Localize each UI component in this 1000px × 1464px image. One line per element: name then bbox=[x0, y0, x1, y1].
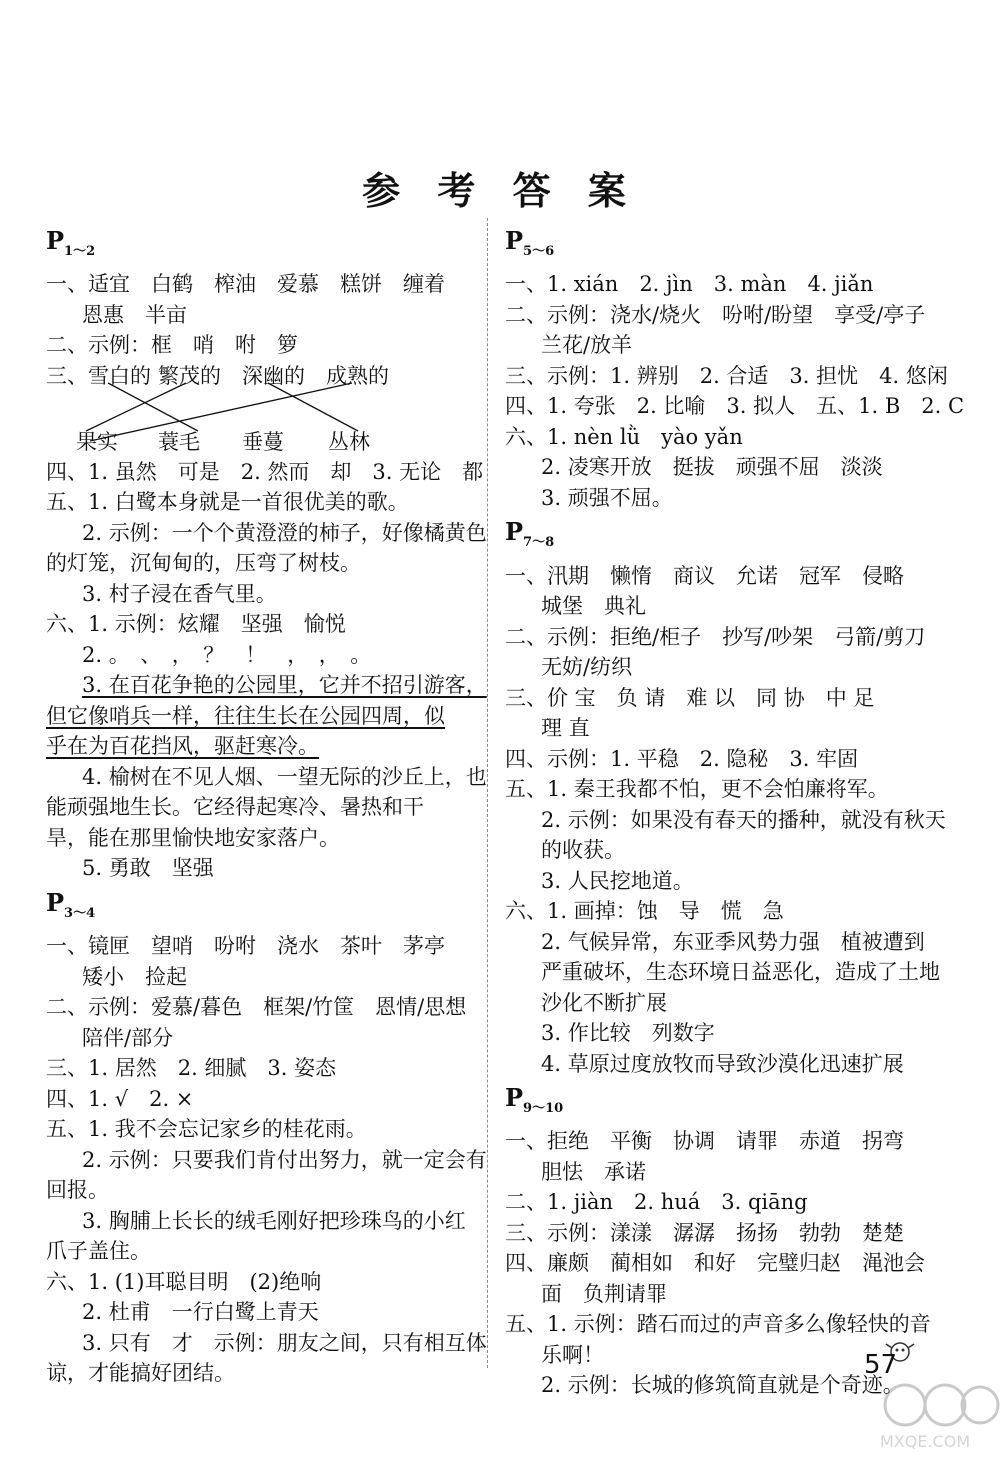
answer-line: 二、1. jiàn 2. huá 3. qiāng bbox=[505, 1190, 808, 1215]
matching-exercise bbox=[46, 361, 466, 457]
answer-line: 五、1. 我不会忘记家乡的桂花雨。 bbox=[46, 1117, 367, 1142]
answer-line: 3. 作比较 列数字 bbox=[541, 1021, 715, 1046]
answer-line: 二、示例：浇水/烧火 吩咐/盼望 享受/亭子 bbox=[505, 302, 926, 327]
answer-line: 3. 在百花争艳的公园里，它并不招引游客， bbox=[82, 673, 487, 698]
answer-line: 2. 示例：只要我们肯付出努力，就一定会有 bbox=[82, 1147, 487, 1172]
answer-line: 4. 草原过度放牧而导致沙漠化迅速扩展 bbox=[541, 1051, 904, 1076]
answer-line: 城堡 典礼 bbox=[541, 594, 646, 619]
answer-line: 乐啊！ bbox=[541, 1342, 604, 1367]
answer-line: 一、1. xián 2. jìn 3. màn 4. jiǎn bbox=[505, 272, 874, 297]
watermark-text: MXQE.COM bbox=[880, 1432, 971, 1451]
page-number: 57 bbox=[864, 1350, 898, 1380]
match-bottom-3: 垂蔓 bbox=[242, 429, 284, 454]
answer-line: 三、示例：漾漾 潺潺 扬扬 勃勃 楚楚 bbox=[505, 1220, 904, 1245]
answer-line: 四、1. √ 2. × bbox=[46, 1086, 194, 1111]
watermark-logo bbox=[880, 1380, 1000, 1460]
answer-line: 二、示例：拒绝/柜子 抄写/吵架 弓箭/剪刀 bbox=[505, 624, 926, 649]
match-top-4: 成熟的 bbox=[326, 363, 389, 388]
answer-line: 陪伴/部分 bbox=[82, 1025, 174, 1050]
section-heading-p7: $P_{7\sim 8}$ bbox=[505, 517, 555, 551]
section-heading-p9: $P_{9\sim 10}$ bbox=[505, 1083, 564, 1116]
answer-line: 四、1. 夸张 2. 比喻 3. 拟人 五、1. B 2. C bbox=[505, 394, 965, 419]
answer-line: 2. 气候异常，东亚季风势力强 植被遭到 bbox=[541, 929, 925, 954]
answer-line: 六、1. nèn lǜ yào yǎn bbox=[505, 424, 743, 449]
answer-line: 兰花/放羊 bbox=[541, 333, 633, 358]
match-top-3: 深幽的 bbox=[242, 363, 305, 388]
answer-line: 五、1. 秦王我都不怕，更不会怕廉将军。 bbox=[505, 777, 889, 802]
answer-line: 六、1. (1)耳聪目明 (2)绝响 bbox=[46, 1269, 322, 1294]
answer-line: 六、1. 画掉：蚀 导 慌 急 bbox=[505, 899, 784, 924]
answer-line: 3. 人民挖地道。 bbox=[541, 868, 694, 893]
answer-line: 理 直 bbox=[541, 716, 590, 741]
answer-line: 2. 示例：一个个黄澄澄的柿子，好像橘黄色 bbox=[82, 520, 487, 545]
answer-line: 2. 示例：如果没有春天的播种，就没有秋天 bbox=[541, 807, 946, 832]
answer-line: 爪子盖住。 bbox=[46, 1239, 151, 1264]
answer-line: 的收获。 bbox=[541, 838, 625, 863]
answer-line: 三、1. 居然 2. 细腻 3. 姿态 bbox=[46, 1056, 337, 1081]
answer-line: 一、镜匣 望哨 吩咐 浇水 茶叶 茅亭 bbox=[46, 934, 445, 959]
answer-line: 3. 只有 才 示例：朋友之间，只有相互体 bbox=[82, 1330, 487, 1355]
answer-line: 四、示例：1. 平稳 2. 隐秘 3. 牢固 bbox=[505, 746, 859, 771]
answer-line: 三、价 宝 负 请 难 以 同 协 中 足 bbox=[505, 685, 875, 710]
left-column bbox=[46, 222, 487, 1389]
answer-line: 一、汛期 懒惰 商议 允诺 冠军 侵略 bbox=[505, 563, 904, 588]
answer-line: 3. 胸脯上长长的绒毛刚好把珍珠鸟的小红 bbox=[82, 1208, 466, 1233]
answer-line: 能顽强地生长。它经得起寒冷、暑热和干 bbox=[46, 795, 424, 820]
match-bottom-2: 蓑毛 bbox=[158, 429, 200, 454]
section-heading-p5: $P_{5\sim 6}$ bbox=[505, 226, 555, 259]
right-column bbox=[505, 222, 965, 1401]
answer-line: 一、适宜 白鹤 榨油 爱慕 糕饼 缠着 bbox=[46, 272, 445, 297]
section-heading-p3: $P_{3\sim 4}$ bbox=[46, 887, 96, 921]
answer-line: 但它像哨兵一样，往往生长在公园四周，似 bbox=[46, 703, 445, 728]
answer-line: 的灯笼，沉甸甸的，压弯了树枝。 bbox=[46, 551, 361, 576]
answer-line: 2. 示例：长城的修筑简直就是个奇迹。 bbox=[541, 1373, 904, 1398]
match-top-2: 繁茂的 bbox=[158, 363, 221, 388]
answer-line: 五、1. 示例：踏石而过的声音多么像轻快的音 bbox=[505, 1312, 931, 1337]
answer-line: 严重破坏，生态环境日益恶化，造成了土地 bbox=[541, 960, 940, 985]
answer-line: 3. 村子浸在香气里。 bbox=[82, 581, 277, 606]
answer-line: 回报。 bbox=[46, 1178, 109, 1203]
match-top-1: 三、雪白的 bbox=[46, 363, 151, 388]
answer-line: 一、拒绝 平衡 协调 请罪 赤道 拐弯 bbox=[505, 1129, 904, 1154]
answer-line: 胆怯 承诺 bbox=[541, 1159, 646, 1184]
match-bottom-1: 果实 bbox=[76, 429, 118, 454]
match-bottom-4: 丛林 bbox=[328, 429, 370, 454]
column-divider bbox=[487, 218, 488, 1368]
answer-line: 二、示例：爱慕/暮色 框架/竹筐 恩情/思想 bbox=[46, 995, 467, 1020]
answer-line: 四、1. 虽然 可是 2. 然而 却 3. 无论 都 bbox=[46, 459, 484, 484]
answer-line: 2. 凌寒开放 挺拔 顽强不屈 淡淡 bbox=[541, 455, 883, 480]
answer-line: 四、廉颇 蔺相如 和好 完璧归赵 渑池会 bbox=[505, 1251, 925, 1276]
answer-line: 旱，能在那里愉快地安家落户。 bbox=[46, 825, 340, 850]
answer-line: 面 负荆请罪 bbox=[541, 1281, 667, 1306]
answer-line: 沙化不断扩展 bbox=[541, 990, 667, 1015]
page-title: 参 考 答 案 bbox=[362, 169, 638, 213]
answer-line: 2. 杜甫 一行白鹭上青天 bbox=[82, 1300, 319, 1325]
answer-line: 矮小 捡起 bbox=[82, 964, 187, 989]
answer-line: 乎在为百花挡风，驱赶寒冷。 bbox=[46, 734, 319, 759]
answer-line: 恩惠 半亩 bbox=[82, 302, 187, 327]
answer-line: 3. 顽强不屈。 bbox=[541, 485, 673, 510]
answer-line: 4. 榆树在不见人烟、一望无际的沙丘上，也 bbox=[82, 764, 487, 789]
answer-line: 六、1. 示例：炫耀 坚强 愉悦 bbox=[46, 612, 346, 637]
answer-line: 5. 勇敢 坚强 bbox=[82, 856, 214, 881]
answer-line: 三、示例：1. 辨别 2. 合适 3. 担忧 4. 悠闲 bbox=[505, 363, 948, 388]
answer-line: 五、1. 白鹭本身就是一首很优美的歌。 bbox=[46, 490, 409, 515]
answer-line: 谅，才能搞好团结。 bbox=[46, 1361, 235, 1386]
answer-line: 无妨/纺织 bbox=[541, 655, 633, 680]
answer-line: 二、示例：框 哨 咐 箩 bbox=[46, 333, 298, 358]
section-heading-p1: $P_{1\sim 2}$ bbox=[46, 226, 96, 259]
answer-line: 2. 。 、 ， ？ ！ ， ， 。 bbox=[82, 642, 372, 667]
